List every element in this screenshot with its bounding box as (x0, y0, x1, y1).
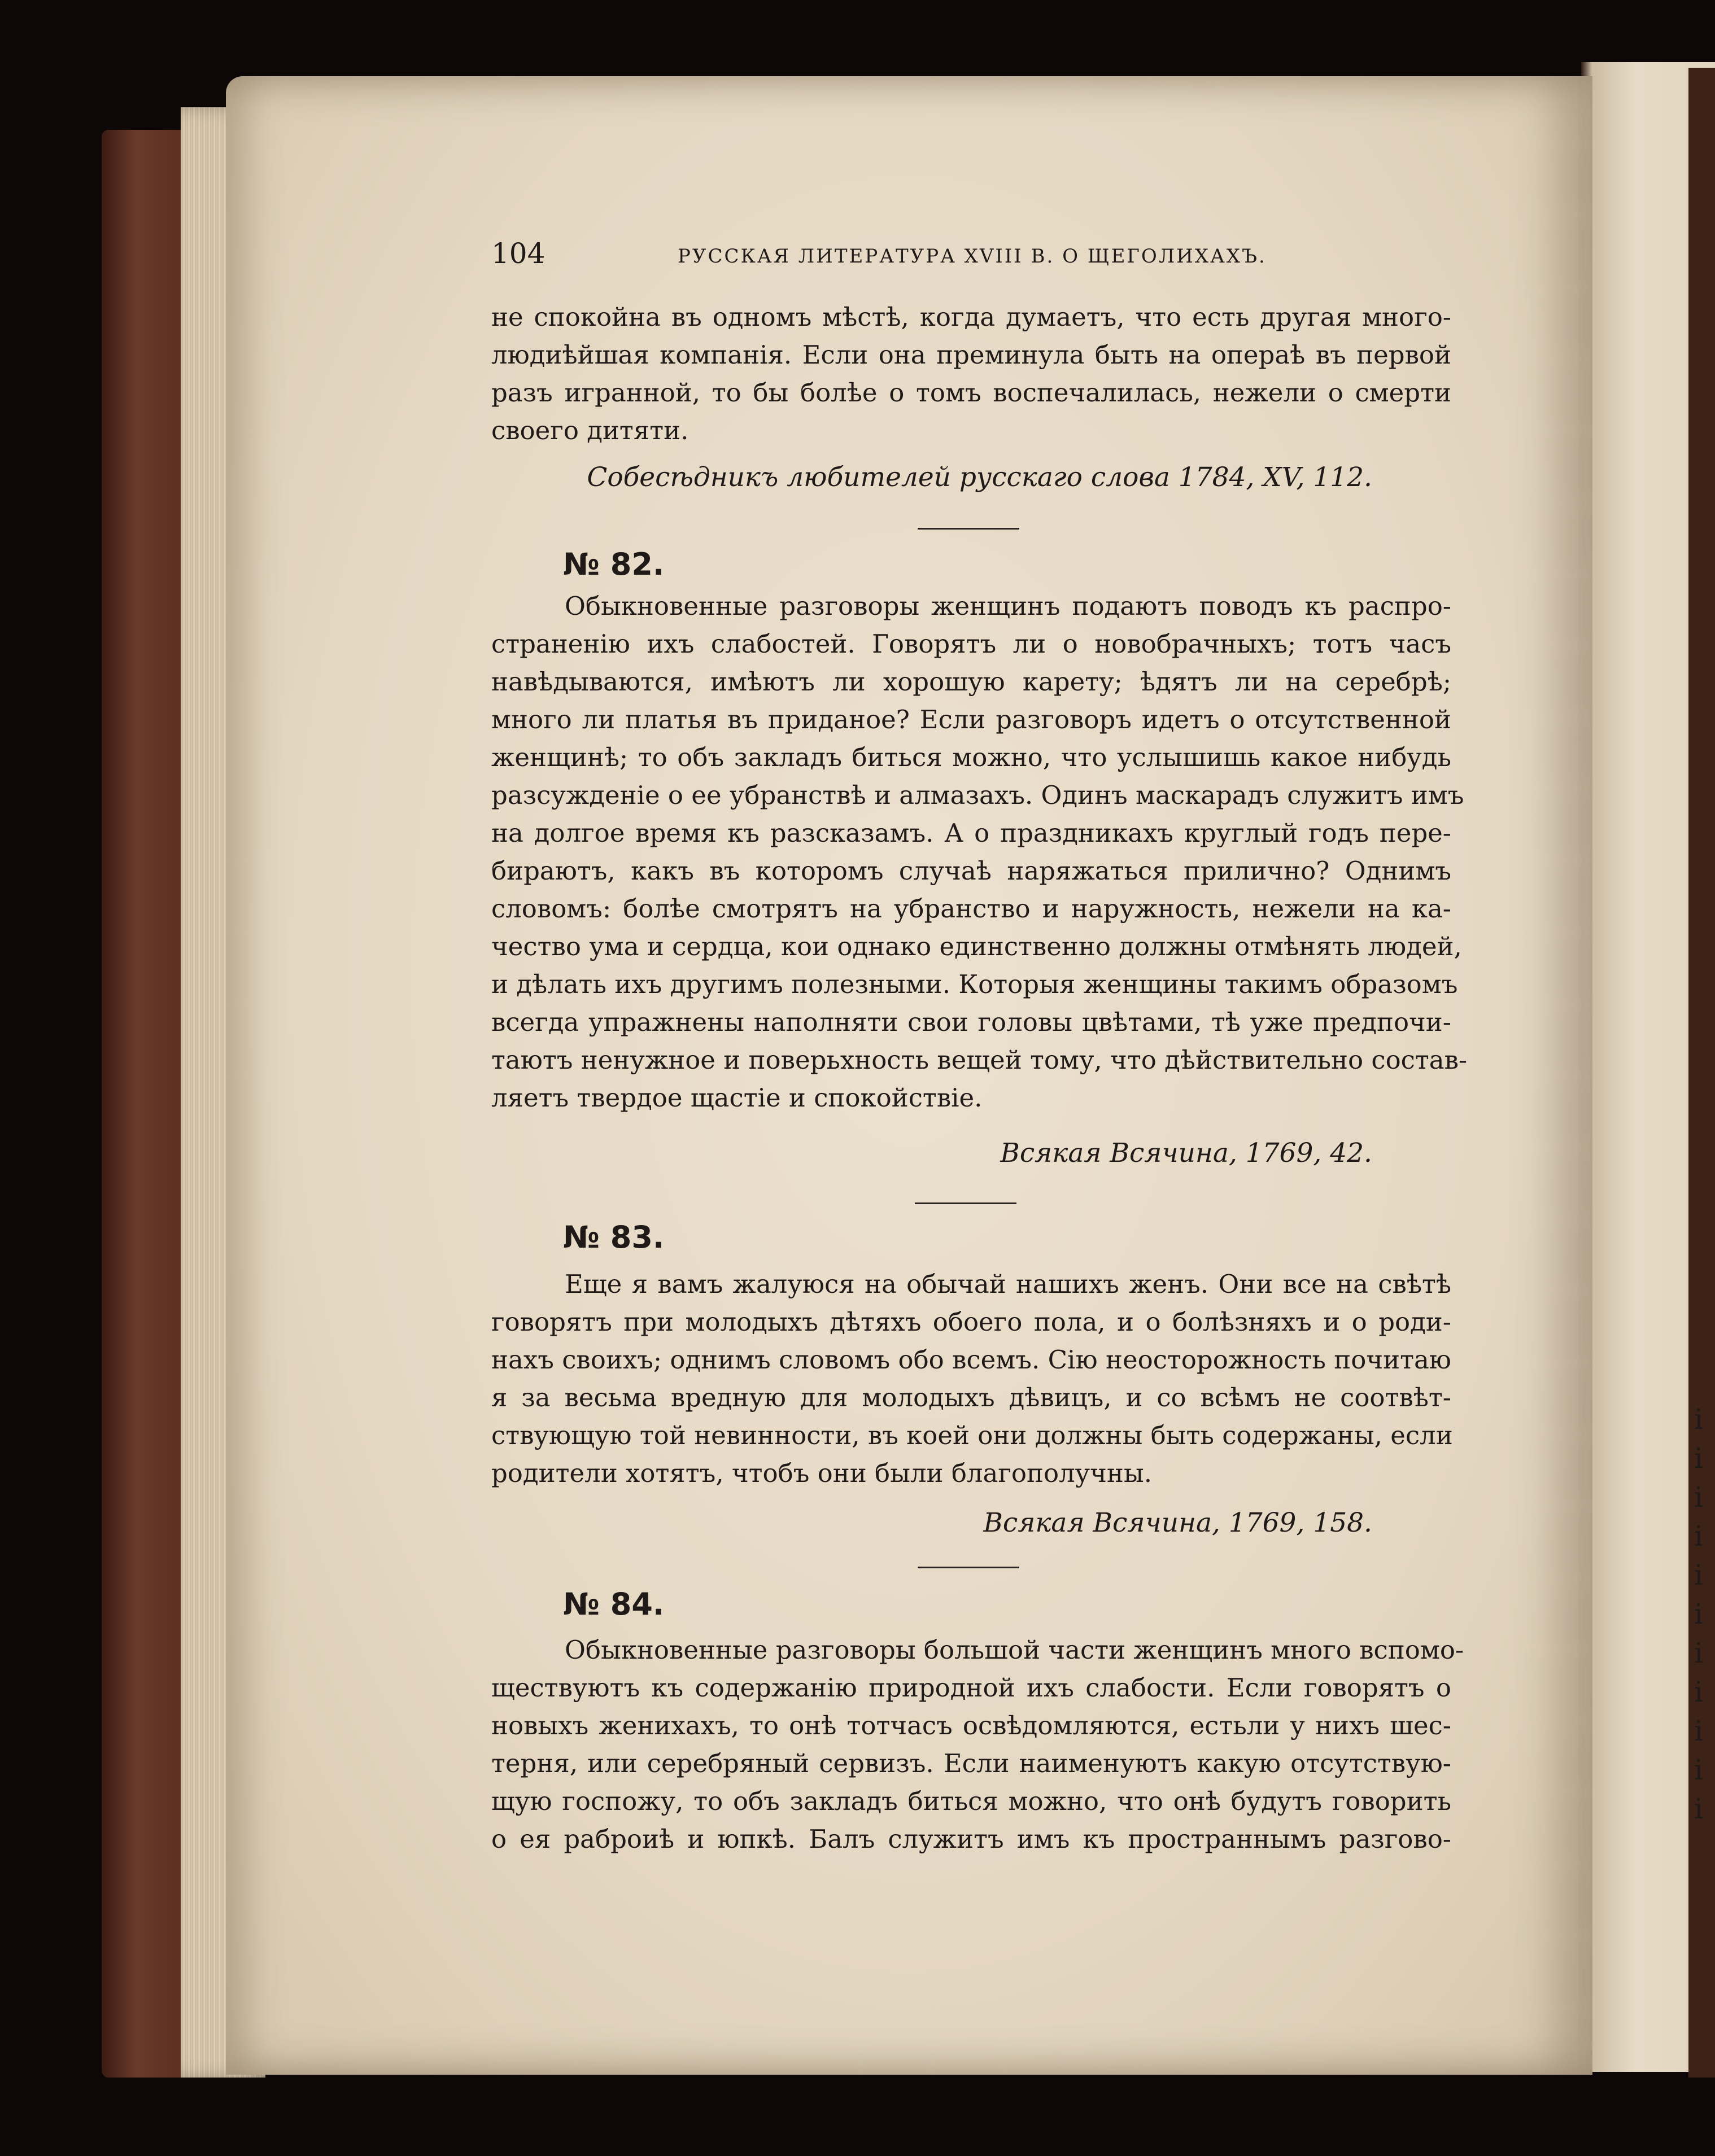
edge-letter: і (1694, 1481, 1703, 1514)
edge-letter: і (1694, 1559, 1703, 1591)
source-citation: Всякая Всячина, 1769, 158. (983, 1507, 1372, 1538)
text-line: я за весьма вредную для молодыхъ дѣвицъ, и со всѣмъ не соотвѣт- (491, 1383, 1451, 1412)
text-line: нахъ своихъ; однимъ словомъ обо всемъ. Сію неосторожность почитаю (491, 1345, 1451, 1375)
edge-letter: і (1694, 1753, 1703, 1786)
text-line: терня, или серебряный сервизъ. Если наименуютъ какую отсутствую- (491, 1748, 1451, 1778)
entry-number: № 84. (563, 1586, 665, 1622)
facing-page-edge-text (1694, 1400, 1711, 1829)
text-line: много ли платья въ приданое? Если разговоръ идетъ о отсутственной (491, 705, 1451, 734)
text-line: бираютъ, какъ въ которомъ случаѣ наряжаться прилично? Однимъ (491, 856, 1451, 886)
text-line: и дѣлать ихъ другимъ полезными. Которыя женщины такимъ образомъ (491, 969, 1458, 999)
edge-letter: і (1694, 1598, 1703, 1630)
text-line: ществуютъ къ содержанію природной ихъ слабости. Если говорятъ о (491, 1673, 1451, 1703)
section-divider (918, 528, 1019, 530)
page-header (491, 237, 1451, 277)
text-line: ствующую той невинности, въ коей они должны быть содержаны, если (491, 1420, 1453, 1450)
text-line: страненію ихъ слабостей. Говорятъ ли о новобрачныхъ; тотъ часъ (491, 629, 1451, 659)
page-number: 104 (491, 237, 546, 270)
text-line: родители хотятъ, чтобъ они были благополучны. (491, 1458, 1153, 1488)
text-line: Еще я вамъ жалуюся на обычай нашихъ женъ. Они все на свѣтѣ (565, 1269, 1451, 1299)
edge-letter: і (1694, 1637, 1703, 1669)
text-line: таютъ ненужное и поверьхность вещей тому, что дѣйствительно состав- (491, 1045, 1468, 1075)
text-line: о ея раброиѣ и юпкѣ. Балъ служитъ имъ къ пространнымъ разгово- (491, 1824, 1451, 1854)
entry-number: № 83. (563, 1219, 665, 1255)
source-citation: Всякая Всячина, 1769, 42. (1000, 1138, 1372, 1169)
edge-letter: і (1694, 1403, 1703, 1436)
text-line: щую госпожу, то объ закладъ биться можно, что онѣ будутъ говорить (491, 1786, 1451, 1816)
edge-letter: і (1694, 1792, 1703, 1825)
section-divider (918, 1567, 1019, 1568)
text-line: навѣдываются, имѣютъ ли хорошую карету; ѣдятъ ли на серебрѣ; (491, 667, 1451, 697)
edge-letter: і (1694, 1520, 1703, 1553)
text-line: разъ игранной, то бы болѣе о томъ воспечалилась, нежели о смерти (491, 378, 1451, 408)
running-title: РУССКАЯ ЛИТЕРАТУРА XVIII В. О ЩЕГОЛИХАХЪ. (678, 245, 1267, 268)
text-line: говорятъ при молодыхъ дѣтяхъ обоего пола, и о болѣзняхъ и о роди- (491, 1307, 1451, 1337)
entry-number: № 82. (563, 546, 665, 582)
book-cover-left (102, 130, 186, 2078)
text-line: людиѣйшая компанія. Если она преминула быть на операѣ въ первой (491, 340, 1451, 370)
text-line: новыхъ женихахъ, то онѣ тотчасъ освѣдомляются, естьли у нихъ шес- (491, 1711, 1451, 1740)
section-divider (915, 1202, 1016, 1204)
source-citation: Собесѣдникъ любителей русскаго слова 1784, XV, 112. (587, 462, 1372, 493)
edge-letter: і (1694, 1442, 1703, 1475)
text-line: чество ума и сердца, кои однако единственно должны отмѣнять людей, (491, 932, 1462, 961)
text-line: Обыкновенные разговоры женщинъ подаютъ поводъ къ распро- (565, 591, 1451, 621)
text-line: ляетъ твердое щастіе и спокойствіе. (491, 1083, 983, 1113)
text-line: Обыкновенные разговоры большой части женщинъ много вспомо- (565, 1635, 1464, 1665)
edge-letter: і (1694, 1676, 1703, 1708)
text-line: на долгое время къ разсказамъ. А о праздникахъ круглый годъ пере- (491, 818, 1451, 848)
text-line: не спокойна въ одномъ мѣстѣ, когда думаетъ, что есть другая много- (491, 302, 1451, 332)
text-line: своего дитяти. (491, 416, 689, 445)
text-line: женщинѣ; то объ закладъ биться можно, что услышишь какое нибудь (491, 742, 1451, 772)
text-line: всегда упражнены наполняти свои головы цвѣтами, тѣ уже предпочи- (491, 1007, 1451, 1037)
text-line: словомъ: болѣе смотрятъ на убранство и наружность, нежели на ка- (491, 894, 1451, 924)
edge-letter: і (1694, 1715, 1703, 1747)
text-line: разсужденіе о ее убранствѣ и алмазахъ. Одинъ маскарадъ служитъ имъ (491, 780, 1464, 810)
